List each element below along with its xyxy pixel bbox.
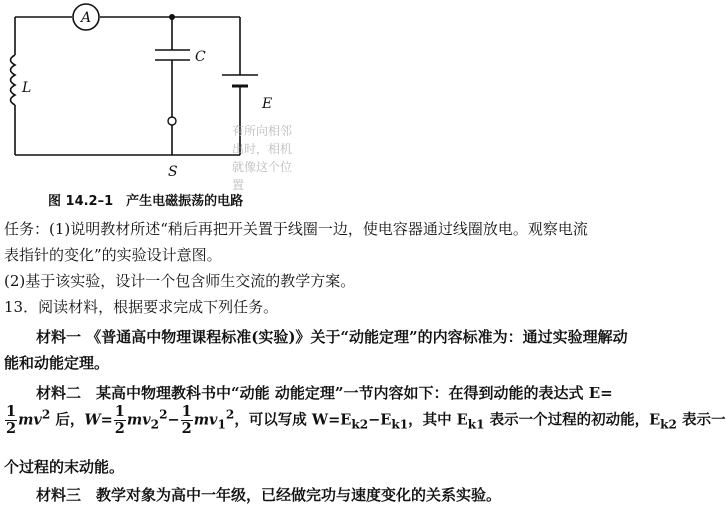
figure-caption: 图 14.2–1 产生电磁振荡的电路 (48, 194, 244, 209)
material-3-line-1: 材料三 教学对象为高中一年级，已经做完功与速度变化的关系实验。 (36, 486, 502, 504)
task-line-1: 任务：(1)说明教材所述“稍后再把开关置于线圈一边，使电容器通过线圈放电。观察电流 (4, 220, 588, 238)
bleed-through-text: 有所向相邻出时，相机就像这个位置 (232, 124, 293, 192)
task-line-2: 表指针的变化”的实验设计意图。 (4, 246, 222, 264)
task-line-3: (2)基于该实验，设计一个包含师生交流的教学方案。 (4, 272, 356, 290)
switch-contact (168, 117, 176, 125)
fraction-half: $\frac{1}{2}$ (6, 403, 17, 437)
material-2-line-1: 材料二 某高中物理教科书中“动能 动能定理”一节内容如下：在得到动能的表达式 E= (36, 384, 613, 402)
switch-label: S (168, 164, 178, 180)
question-13: 13．阅读材料，根据要求完成下列任务。 (4, 298, 279, 316)
circuit-figure (0, 0, 300, 212)
inductor-label: L (22, 80, 32, 96)
material-2-formula-line: $\frac{1}{2}$ $mv^2$ 后，W= $\frac{1}{2}$ $mv_2^2-$ $\frac{1}{2}$ $mv_1^2$，可以写成 $W=E_{k2}-E_{k1}$，其中 $E_{k1}$ 表示一个过程的初动能，$E_{k2}$ 表示一 (6, 403, 726, 437)
junction-dot (169, 14, 175, 20)
material-1-line-2: 能和动能定理。 (4, 354, 110, 372)
material-1-line-1: 材料一 《普通高中物理课程标准(实验)》关于“动能定理”的内容标准为：通过实验理解动 (36, 328, 628, 346)
material-2-line-3: 个过程的末动能。 (4, 458, 125, 476)
capacitor-label: C (195, 49, 206, 65)
battery-label: E (262, 96, 273, 112)
ammeter-label: A (81, 10, 92, 26)
